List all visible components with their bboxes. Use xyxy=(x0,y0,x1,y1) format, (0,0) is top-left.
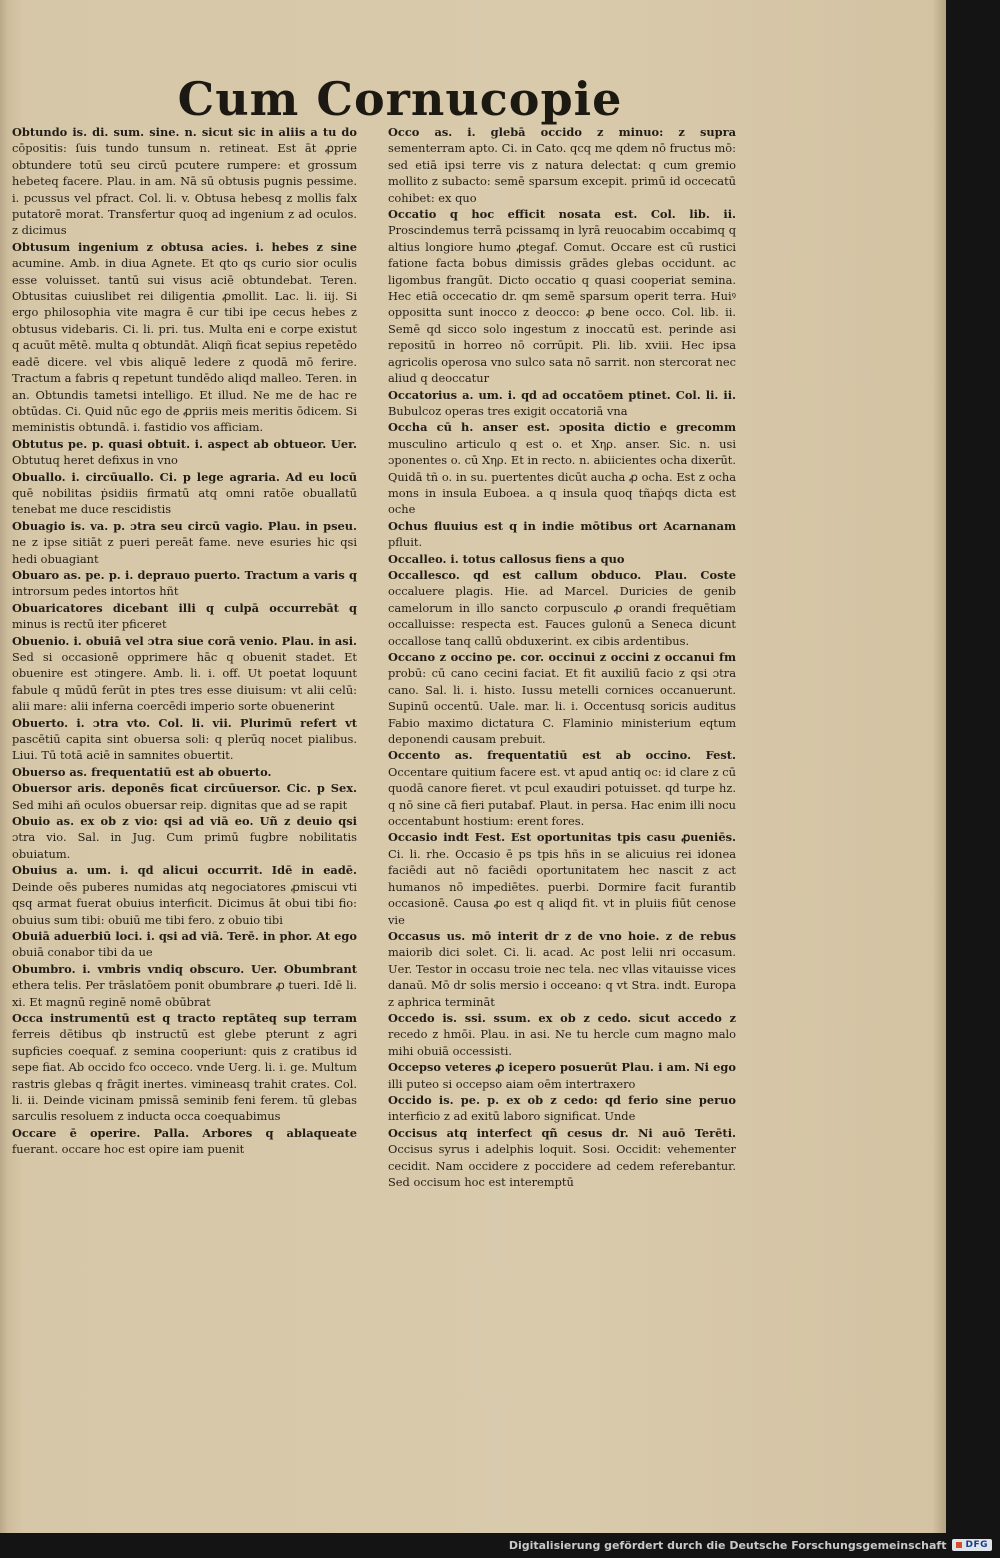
dictionary-entry: Obtutus pe. p. quasi obtuit. i. aspect ab obtueor. Uer. Obtutuq heret defixus in vno xyxy=(12,436,357,468)
credit-text: Digitalisierung gefördert durch die Deutsche Forschungsgemeinschaft xyxy=(508,1538,947,1552)
dictionary-entry: Occento as. frequentatiū est ab occino. Fest. Occentare quitium facere est. vt apud antiq oc: id clare z cū quodā canore fieret. vt pcul exaudiri potuisset. qd turpe hz. q nō sine cā fieri putabaf. Plaut. in persa. Hac enim illi nocu occentabunt hostium: erent fores. xyxy=(388,748,736,829)
dictionary-entry: Occepso veteres ꝓ icepero posuerūt Plau. i am. Ni ego illi puteo si occepso aiam oēm intertraxero xyxy=(388,1060,736,1091)
dictionary-entry: Occano z occino pe. cor. occinui z occini z occanui fm probū: cū cano cecini faciat. Et fit auxiliū facio z qsi ɔtra cano. Sal. li. i. histo. Iussu metelli cornices occanuerunt. Supinū occentū. Uale. mar. li. i. Occentusq soricis auditus Fabio maximo dictatura C. Flaminio ministerium eqtum deponendi causam prebuit. xyxy=(388,650,736,747)
dictionary-entry: Occha cū h. anser est. ɔposita dictio e grecomm musculino articulo q est o. et Xηρ. anser. Sic. n. usi ɔponentes o. cū Xηρ. Et in recto. n. abiicientes ocha dixerūt. Quidā tñ o. in su. puertentes dicūt aucha ꝓ ocha. Est z ocha mons in insula Euboea. a q insula quoq tñaṗqs dicta est oche xyxy=(388,420,736,517)
dictionary-entry: Obuerto. i. ɔtra vto. Col. li. vii. Plurimū refert vt pascētiū capita sint obuersa soli: q plerūq nocet pialibus. Liui. Tū totā aciē in samnites obuertit. xyxy=(12,715,357,763)
dictionary-entry: Occatio q hoc efficit nosata est. Col. lib. ii. Proscindemus terrā pcissamq in lyrā reuocabim occabimq q altius longiore humo ꝓtegaf. Comut. Occare est cū rustici fatione facta bobus dimissis grādes glebas occidunt. ac ligombus frangūt. Dicto occatio q quasi cooperiat semina. Hec etiā occecatio dr. qm semē sparsum operit terra. Huiꝰ oppositta sunt inocco z deocco: ꝓ bene occo. Col. lib. ii. Semē qd sicco solo ingestum z inoccatū est. perinde asi repositū in horreo nō corrūpit. Pli. lib. xviii. Hec ipsa agricolis operosa vno sulco sata nō sarrit. non stercorat nec aliud q deoccatur xyxy=(388,207,736,386)
dictionary-entry: Obtusum ingenium z obtusa acies. i. hebes z sine acumine. Amb. in diua Agnete. Et qto qs curio sior oculis esse voluisset. tantū sui visus aciē obtundebat. Teren. Obtusitas cuiuslibet rei diligentia ꝓmollit. Lac. li. iij. Si ergo philosophia vite magra ē cur tibi ipe cecus hebes z obtusus videbaris. Ci. li. pri. tus. Multa eni e corpe existut q acuūt mētē. multa q obtundāt. Aliqñ ficat sepius repetēdo eadē dicere. vel vbis aliquē ledere z quodā mō ferire. Tractum a fabris q repetunt tundēdo aliqd malleo. Teren. in an. Obtundis tametsi intelligo. Et illud. Ne me de hac re obtūdas. Ci. Quid nūc ego de ꝓpriis meis meritis ōdicem. Si meministis obtundā. i. fastidio vos afficiam. xyxy=(12,239,357,435)
dictionary-entry: Occatorius a. um. i. qd ad occatōem ptinet. Col. li. ii. Bubulcoz operas tres exigit occatoriā vna xyxy=(388,387,736,418)
running-header: Cum Cornucopie xyxy=(177,72,623,126)
digitization-credit xyxy=(509,1537,992,1553)
dictionary-entry: Occido is. pe. p. ex ob z cedo: qd ferio sine peruo interficio z ad exitū laboro significat. Unde xyxy=(388,1092,736,1124)
dictionary-entry: Occallesco. qd est callum obduco. Plau. Coste occaluere plagis. Hie. ad Marcel. Duricies de genib camelorum in illo sancto corpusculo ꝓ orandi frequētiam occalluisse: respecta est. Fauces gulonū a Seneca dicunt occallose tanq callū obduxerint. ex cibis ardentibus. xyxy=(388,567,736,648)
dictionary-entry: Obumbro. i. vmbris vndiq obscuro. Uer. Obumbrant ethera telis. Per trāslatōem ponit obumbrare ꝓ tueri. Idē li. xi. Et magnū reginē nomē obūbrat xyxy=(12,961,357,1009)
right-text-column xyxy=(388,124,736,1244)
dictionary-entry: Obuersor aris. deponēs ficat circūuersor. Cic. p Sex. Sed mihi añ oculos obuersar reip. dignitas que ad se rapit xyxy=(12,781,357,812)
dictionary-entry: Occedo is. ssi. ssum. ex ob z cedo. sicut accedo z recedo z hmōi. Plau. in asi. Ne tu hercle cum magno malo mihi obuiā occessisti. xyxy=(388,1010,736,1058)
dictionary-entry: Obuerso as. frequentatiū est ab obuerto. xyxy=(12,764,272,779)
left-text-column xyxy=(12,124,357,1244)
dictionary-entry: Obtundo is. di. sum. sine. n. sicut sic in aliis a tu do cōpositis: ſuis tundo tunsum n. retineat. Est āt ꝓprie obtundere totū seu circū pcutere rumpere: et grossum hebeteq facere. Plau. in am. Nā sū obtusis pugnis pessime. i. pcussus vel pfract. Col. li. v. Obtusa hebesq z mollis falx putatorē morat. Transfertur quoq ad ingenium z ad oculos. z dicimus xyxy=(12,125,357,238)
dictionary-entry: Occare ē operire. Palla. Arbores q ablaqueate fuerant. occare hoc est opire iam puenit xyxy=(12,1125,357,1157)
dictionary-entry: Occasio indt Fest. Est oportunitas tpis casu ꝓueniēs. Ci. li. rhe. Occasio ē ps tpis hñs in se alicuius rei idonea faciēdi aut nō faciēdi oportunitatem hec nascit z act humanos nō impediētes. puerbi. Dormire facit furantib occasionē. Causa ꝓo est q aliqd fit. vt in pluiis fiūt cenose vie xyxy=(388,830,736,927)
dictionary-entry: Obuagio is. va. p. ɔtra seu circū vagio. Plau. in pseu. ne z ipse sitiāt z pueri pereāt fame. neve esuries hic qsi hedi obuagiant xyxy=(12,518,357,566)
dictionary-entry: Ochus fluuius est q in indie mōtibus ort Acarnanam pfluit. xyxy=(388,518,736,550)
dictionary-entry: Occalleo. i. totus callosus fiens a quo xyxy=(388,551,625,566)
dfg-logo-icon: DFG xyxy=(952,1539,992,1551)
dictionary-entry: Obuaro as. pe. p. i. deprauo puerto. Tractum a varis q introrsum pedes intortos hñt xyxy=(12,567,357,599)
dictionary-entry: Obuius a. um. i. qd alicui occurrit. Idē in eadē. Deinde oēs puberes numidas atq negociatores ꝓmiscui vti qsq armat fuerat obuius interficit. Dicimus āt obui tibi fio: obuius sum tibi: obuiū me tibi fero. z obuio tibi xyxy=(12,863,357,927)
dictionary-entry: Occasus us. mō interit dr z de vno hoie. z de rebus maiorib dici solet. Ci. li. acad. Ac post lelii nri occasum. Uer. Testor in occasu troie nec tela. nec vllas vitauisse vices danaū. Mō dr solis mersio i occeano: q vt Stra. indt. Europa z aphrica termināt xyxy=(388,928,736,1009)
dictionary-entry: Obuiā aduerbiū loci. i. qsi ad viā. Terē. in phor. At ego obuiā conabor tibi da ue xyxy=(12,928,357,960)
dictionary-entry: Occisus atq interfect qñ cesus dr. Ni auō Terēti. Occisus syrus i adelphis loquit. Sosi. Occidit: vehementer cecidit. Nam occidere z poccidere ad cedem referebantur. Sed occisum hoc est interemptū xyxy=(388,1125,736,1189)
dictionary-entry: Obuio as. ex ob z vio: qsi ad viā eo. Uñ z deuio qsi ɔtra vio. Sal. in Jug. Cum primū fugbre nobilitatis obuiatum. xyxy=(12,814,357,861)
dictionary-entry: Obuaricatores dicebant illi q culpā occurrebāt q minus is rectū iter pficeret xyxy=(12,600,357,632)
dictionary-entry: Obuallo. i. circūuallo. Ci. p lege agraria. Ad eu locū quē nobilitas ṗsidiis firmatū atq omni ratōe obuallatū tenebat me duce rescidistis xyxy=(12,469,357,517)
dictionary-entry: Obuenio. i. obuiā vel ɔtra siue corā venio. Plau. in asi. Sed si occasionē opprimere hāc q obuenit stadet. Et obuenire est ɔtingere. Amb. li. i. off. Ut poetat loquunt fabule q mūdū ferūt in ptes tres esse diuisum: vt alii celū: alii mare: alii inferna coercēdi imperio sorte obuenerint xyxy=(12,633,357,714)
dictionary-entry: Occo as. i. glebā occido z minuo: z supra sementerram apto. Ci. in Cato. qcq me qdem nō fructus mō: sed etiā ipsi terre vis z natura delectat: q cum gremio mollito z subacto: semē sparsum excepit. primū id occecatū cohibet: ex quo xyxy=(388,125,736,205)
dictionary-entry: Occa instrumentū est q tracto reptāteq sup terram ferreis dētibus qb instructū est glebe pterunt z agri supficies coequaf. z semina cooperiunt: quis z cratibus id sepe fiat. Ab occido fco occeco. vnde Uerg. li. i. ge. Multum rastris glebas q frāgit inertes. vimineasq trahit crates. Col. li. ii. Deinde vicinam pmissā seminib feni ferem. tū glebas sarculis resoluem z inducta occa coequabimus xyxy=(12,1010,357,1124)
